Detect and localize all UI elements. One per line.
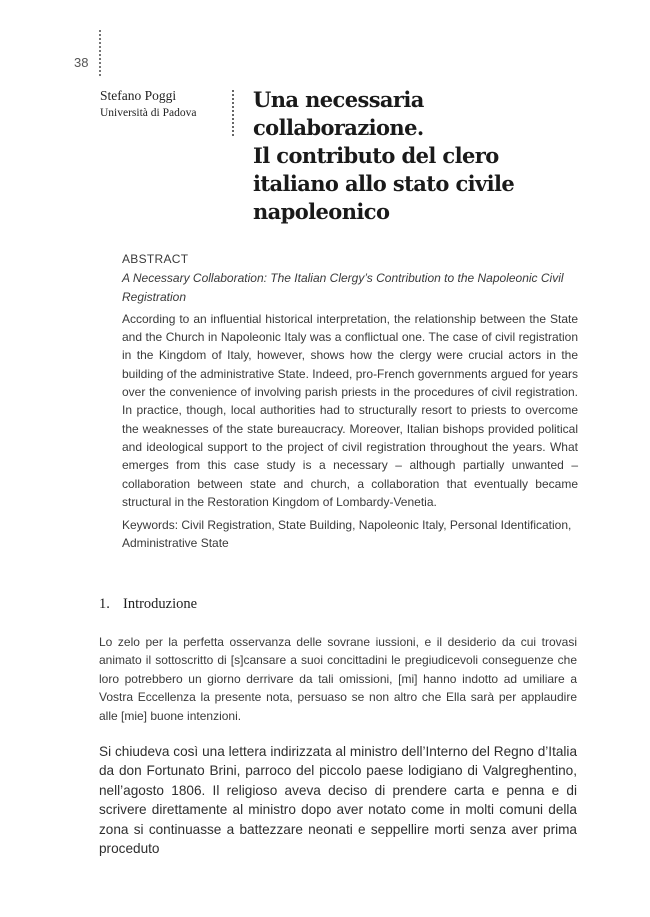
title-divider [232, 90, 234, 136]
abstract-text: According to an influential historical interpretation, the relationship between the State and the Church in Napoleonic Italy was a conflictual one. The case of civil registration in the Kingdom of Italy, however, shows how the clergy were crucial actors in the building of the administrative State. Indeed, pro-French governments argued for years over the convenience of involving parish priests in the procedures of civil registration. In practice, though, local authorities had to structurally resort to priests to overcome the weaknesses of the state bureaucracy. Moreover, Italian bishops provided political and ideological support to the project of civil registration throughout the years. What emerges from this case study is a necessary – although partially unwanted – collaboration between state and church, a collaboration that eventually became structural in the Restoration Kingdom of Lombardy-Venetia. [122, 311, 578, 509]
article-title [253, 86, 583, 226]
article-title-line: Il contributo del clero [253, 143, 499, 168]
abstract-block [122, 250, 578, 553]
article-title-line: italiano allo stato civile [253, 171, 515, 196]
article-title-line: napoleonico [253, 199, 390, 224]
abstract-english-title: A Necessary Collaboration: The Italian Clergy’s Contribution to the Napoleonic Civil Registration [122, 271, 564, 304]
author-affiliation: Università di Padova [100, 107, 197, 119]
page-number-divider [99, 30, 101, 76]
block-quote: Lo zelo per la perfetta osservanza delle sovrane iussioni, e il desiderio da cui trovasi animato il sottoscritto di [s]cansare a suoi concittadini le pregiudicevoli conseguenze che loro potrebbero un giorno derrivare da tali omissioni, [mi] hanno indotto ad umiliare a Vostra Eccellenza la presente nota, persuaso se non altro che Ella sarà per applaudire alle [mie] buone intenzioni. [99, 635, 577, 723]
page-number: 38 [74, 55, 89, 70]
abstract-label: ABSTRACT [122, 252, 189, 266]
author-name: Stefano Poggi [100, 88, 177, 103]
body-paragraph: Si chiudeva così una lettera indirizzata al ministro dell’Interno del Regno d’Italia da don Fortunato Brini, parroco del piccolo paese lodigiano di Valgreghentino, nell’agosto 1806. Il religioso aveva deciso di prendere carta e penna e di scrivere direttamente al ministro dopo aver notato come in molti comuni della zona si continuasse a battezzare neonati e seppellire morti senza aver prima proceduto [99, 744, 577, 857]
article-title-line: Una necessaria [253, 87, 424, 112]
author-block [100, 87, 220, 121]
keywords: Keywords: Civil Registration, State Building, Napoleonic Italy, Personal Identification, Administrative State [122, 518, 572, 551]
section-title: Introduzione [123, 596, 198, 612]
section-heading [99, 596, 197, 613]
section-number: 1. [99, 596, 110, 612]
article-title-line: collaborazione. [253, 115, 424, 140]
